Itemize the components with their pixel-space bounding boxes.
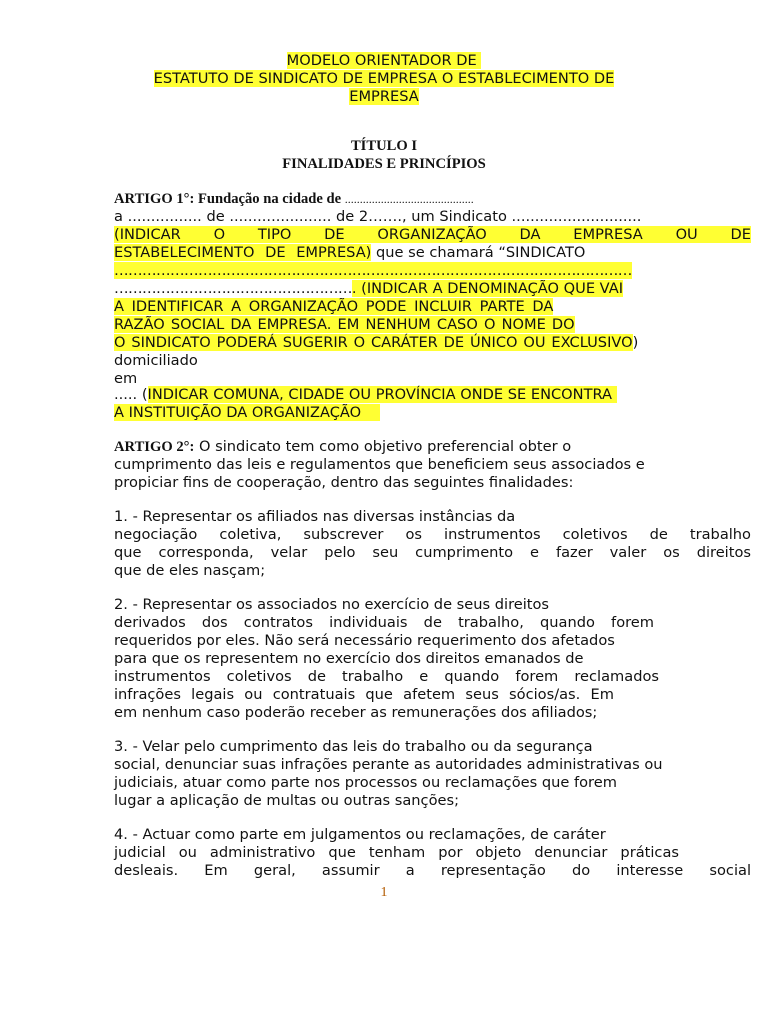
header-line-2: ESTATUTO DE SINDICATO DE EMPRESA O ESTABLECIMENTO DE bbox=[153, 70, 615, 87]
item-3-line-1: 3. - Velar pelo cumprimento das leis do trabalho ou da segurança bbox=[114, 738, 593, 755]
page-number: 1 bbox=[380, 885, 388, 900]
item-1-line-3: que corresponda, velar pelo seu cumprimento e fazer valer os direitos bbox=[114, 544, 751, 561]
item-3-line-3: judiciais, atuar como parte nos processos ou reclamações que forem bbox=[114, 774, 617, 791]
item-4-line-1: 4. - Actuar como parte em julgamentos ou reclamações, de caráter bbox=[114, 826, 606, 843]
artigo-1-line-10: domiciliado bbox=[114, 352, 198, 369]
item-4-line-2: judicial ou administrativo que tenham por objeto denunciar práticas bbox=[114, 844, 679, 861]
artigo-1-line-9: O SINDICATO PODERÁ SUGERIR O CARÁTER DE ÚNICO OU EXCLUSIVO) bbox=[114, 334, 639, 351]
item-1-line-2: negociação coletiva, subscrever os instrumentos coletivos de trabalho bbox=[114, 526, 751, 543]
header-line-3: EMPRESA bbox=[349, 88, 419, 105]
artigo-1-line-12: ..... (INDICAR COMUNA, CIDADE OU PROVÍNCIA ONDE SE ENCONTRA bbox=[114, 386, 617, 403]
artigo-1-line-7: A IDENTIFICAR A ORGANIZAÇÃO PODE INCLUIR PARTE DA bbox=[114, 298, 554, 315]
item-3-line-2: social, denunciar suas infrações perante as autoridades administrativas ou bbox=[114, 756, 663, 773]
item-2-line-6: infrações legais ou contratuais que afetem seus sócios/as. Em bbox=[114, 686, 614, 703]
artigo-1-line-8: RAZÃO SOCIAL DA EMPRESA. EM NENHUM CASO O NOME DO bbox=[114, 316, 575, 333]
artigo-1-line-5: ………………………………………………………………………………………………… bbox=[114, 262, 632, 279]
artigo-1-line-2: a ................ de ...................... de 2……., um Sindicato ............................ bbox=[114, 208, 642, 225]
item-2-line-5: instrumentos coletivos de trabalho e quando forem reclamados bbox=[114, 668, 659, 685]
artigo-2-line-2: cumprimento das leis e regulamentos que beneficiem seus associados e bbox=[114, 456, 645, 473]
item-2-line-2: derivados dos contratos individuais de trabalho, quando forem bbox=[114, 614, 654, 631]
artigo-1-line-3: (INDICAR O TIPO DE ORGANIZAÇÃO DA EMPRESA OU DE bbox=[114, 226, 751, 243]
item-2-line-7: em nenhum caso poderão receber as remunerações dos afiliados; bbox=[114, 704, 598, 721]
item-3-line-4: lugar a aplicação de multas ou outras sanções; bbox=[114, 792, 460, 809]
item-1-line-1: 1. - Representar os afiliados nas diversas instâncias da bbox=[114, 508, 516, 525]
item-2-line-4: para que os representem no exercício dos direitos emanados de bbox=[114, 650, 584, 667]
item-2-line-3: requeridos por eles. Não será necessário requerimento dos afetados bbox=[114, 632, 615, 649]
title-line-2: FINALIDADES E PRINCÍPIOS bbox=[282, 156, 486, 172]
title-line-1: TÍTULO I bbox=[350, 138, 418, 154]
artigo-1-line-1: ARTIGO 1°: Fundação na cidade de ........................................... bbox=[114, 191, 474, 207]
item-1-line-4: que de eles nasçam; bbox=[114, 562, 266, 579]
item-4-line-3: desleais. Em geral, assumir a representação do interesse social bbox=[114, 862, 751, 879]
artigo-1-line-11: em bbox=[114, 370, 138, 387]
artigo-1-line-13: A INSTITUIÇÃO DA ORGANIZAÇÃO bbox=[114, 404, 380, 421]
artigo-2-line-1: ARTIGO 2°: O sindicato tem como objetivo preferencial obter o bbox=[114, 438, 572, 455]
artigo-1-line-4: ESTABELECIMENTO DE EMPRESA) que se chamará “SINDICATO bbox=[114, 244, 586, 261]
item-2-line-1: 2. - Representar os associados no exercício de seus direitos bbox=[114, 596, 550, 613]
artigo-1-line-6: ……………………………………………. (INDICAR A DENOMINAÇÃO QUE VAI bbox=[114, 280, 624, 297]
artigo-2-line-3: propiciar fins de cooperação, dentro das seguintes finalidades: bbox=[114, 474, 574, 491]
header-line-1: MODELO ORIENTADOR DE bbox=[286, 52, 482, 69]
